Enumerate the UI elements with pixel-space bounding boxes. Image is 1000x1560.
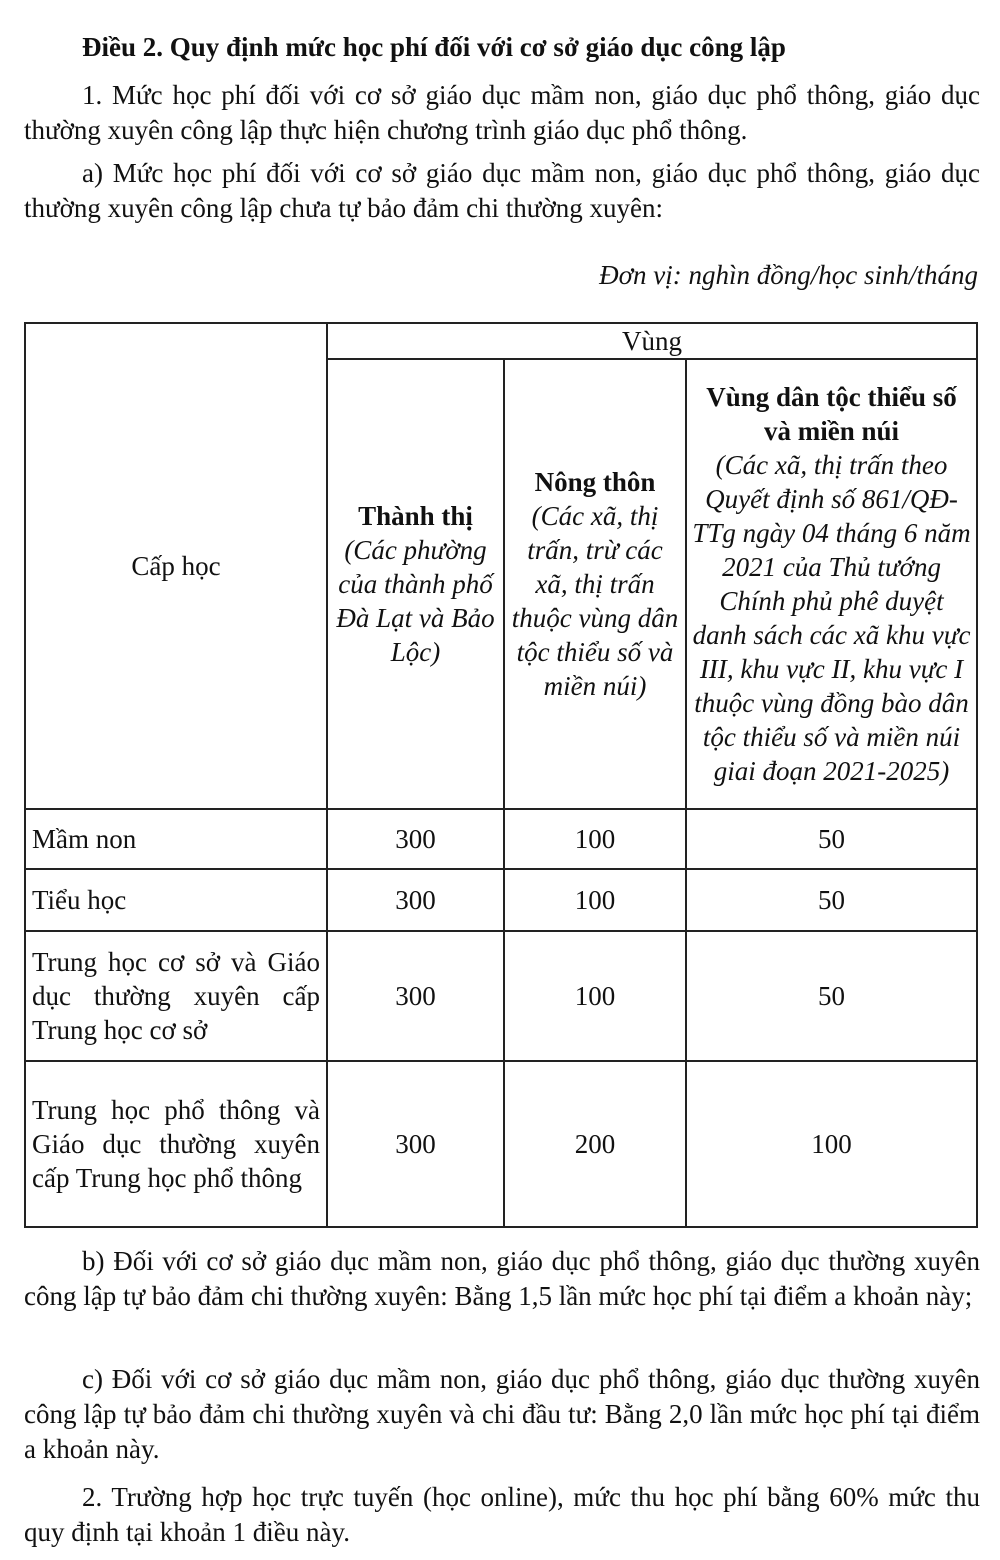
column-title: Thành thị [358,501,473,531]
point-b: b) Đối với cơ sở giáo dục mầm non, giáo dục phổ thông, giáo dục thường xuyên công lập tự bảo đảm chi thường xuyên: Bằng 1,5 lần mức học phí tại điểm a khoản này; [24,1246,980,1311]
fee-cell: 100 [504,869,686,931]
column-note: (Các xã, thị trấn theo Quyết định số 861/QĐ-TTg ngày 04 tháng 6 năm 2021 của Thủ tướng Chính phủ phê duyệt danh sách các xã khu vực III, khu vực II, khu vực I thuộc vùng đồng bào dân tộc thiểu số và miền núi giai đoạn 2021-2025) [692,450,971,786]
column-header-ethnic-mountain [686,359,977,809]
table-row [25,1061,977,1227]
level-header: Cấp học [25,323,327,809]
level-cell: Trung học phổ thông và Giáo dục thường xuyên cấp Trung học phổ thông [25,1061,327,1227]
fee-cell: 300 [327,809,504,869]
fee-cell: 100 [504,809,686,869]
column-header-rural [504,359,686,809]
fee-cell: 200 [504,1061,686,1227]
fee-cell: 100 [686,1061,977,1227]
table-row [25,931,977,1061]
fee-cell: 50 [686,809,977,869]
column-title: Vùng dân tộc thiểu số và miền núi [706,382,957,446]
fee-cell: 100 [504,931,686,1061]
column-title: Nông thôn [534,467,656,497]
level-cell: Trung học cơ sở và Giáo dục thường xuyên cấp Trung học cơ sở [25,931,327,1061]
fee-cell: 300 [327,931,504,1061]
fee-cell: 300 [327,1061,504,1227]
column-note: (Các phường của thành phố Đà Lạt và Bảo Lộc) [336,535,495,667]
region-header: Vùng [327,323,977,359]
fee-cell: 50 [686,869,977,931]
table-header-row [25,323,977,359]
clause-1: 1. Mức học phí đối với cơ sở giáo dục mầm non, giáo dục phổ thông, giáo dục thường xuyên công lập thực hiện chương trình giáo dục phổ thông. [24,80,980,145]
column-note: (Các xã, thị trấn, trừ các xã, thị trấn thuộc vùng dân tộc thiểu số và miền núi) [511,501,679,701]
level-cell: Mầm non [25,809,327,869]
table-row [25,809,977,869]
level-cell: Tiểu học [25,869,327,931]
unit-note: Đơn vị: nghìn đồng/học sinh/tháng [599,260,978,290]
article-title: Điều 2. Quy định mức học phí đối với cơ sở giáo dục công lập [82,32,786,62]
fee-cell: 300 [327,869,504,931]
column-header-urban [327,359,504,809]
tuition-fee-table [24,322,978,1228]
point-a: a) Mức học phí đối với cơ sở giáo dục mầm non, giáo dục phổ thông, giáo dục thường xuyên công lập chưa tự bảo đảm chi thường xuyên: [24,158,980,223]
clause-2: 2. Trường hợp học trực tuyến (học online), mức thu học phí bằng 60% mức thu quy định tại khoản 1 điều này. [24,1482,980,1547]
table-row [25,869,977,931]
fee-cell: 50 [686,931,977,1061]
point-c: c) Đối với cơ sở giáo dục mầm non, giáo dục phổ thông, giáo dục thường xuyên công lập tự bảo đảm chi thường xuyên và chi đầu tư: Bằng 2,0 lần mức học phí tại điểm a khoản này. [24,1364,980,1464]
